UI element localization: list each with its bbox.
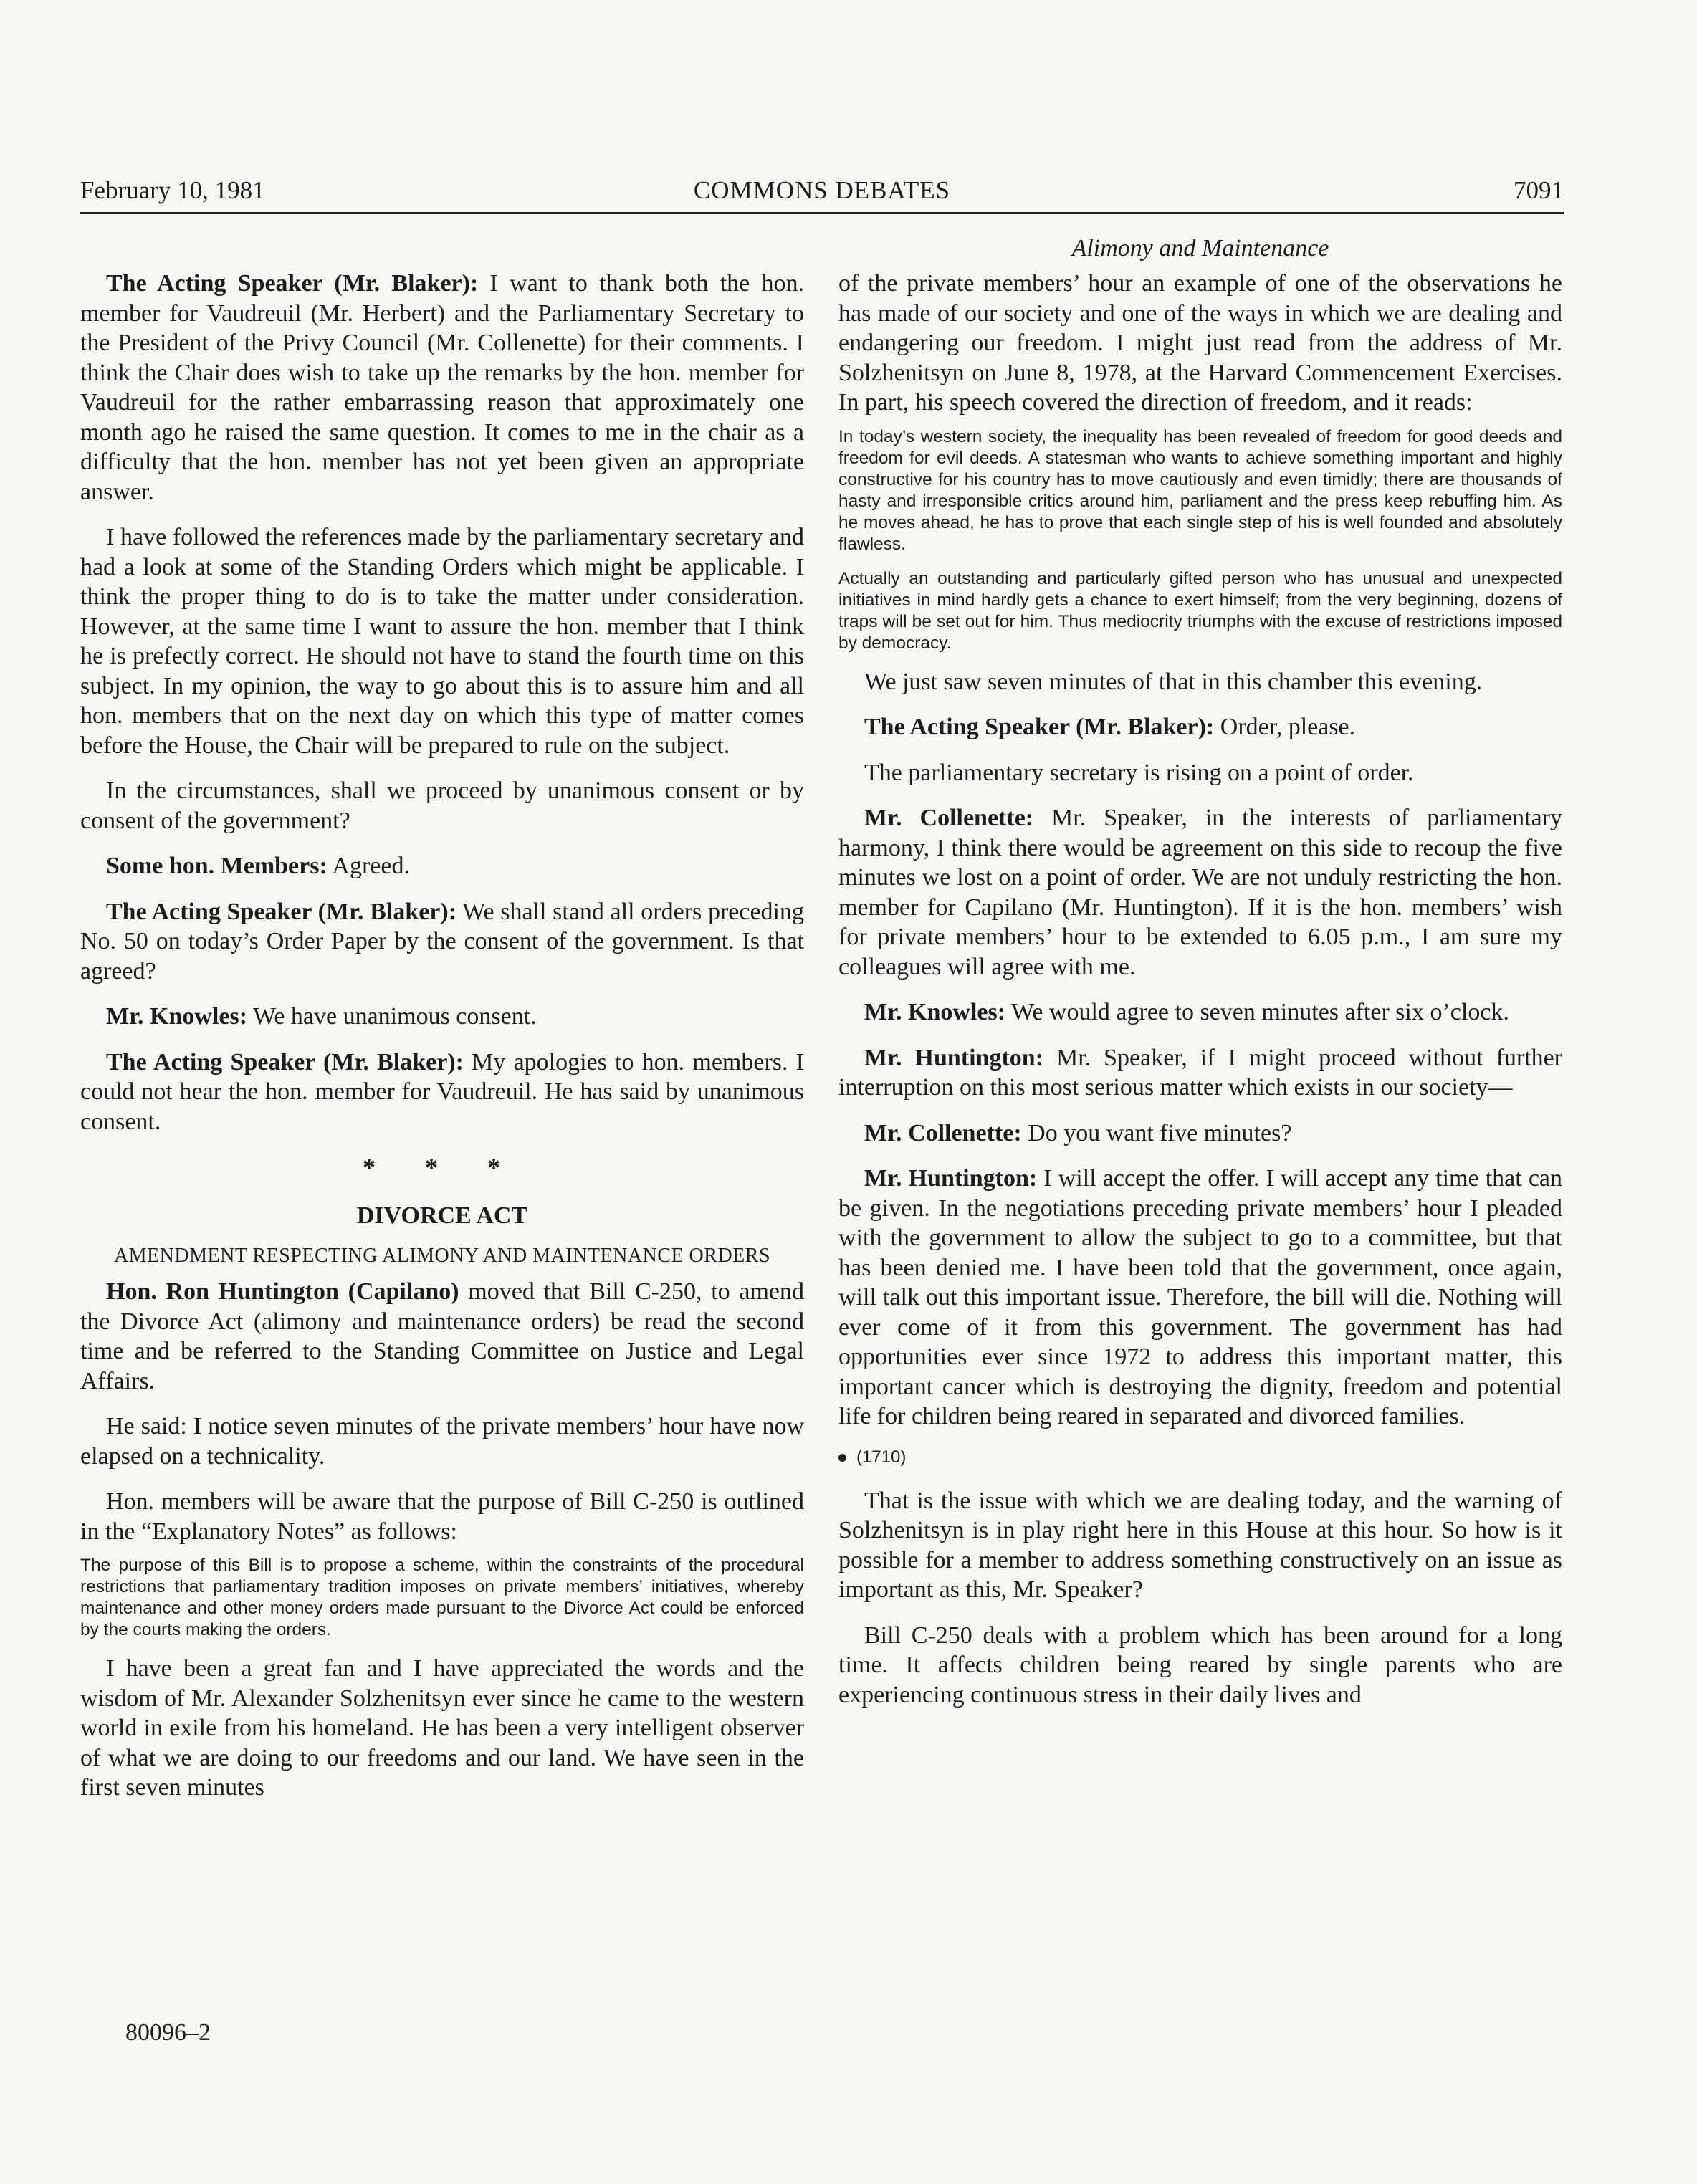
block-quote: The purpose of this Bill is to propose a scheme, within the constraints of the procedural restrictions that parliamentary tradition imposes on private members’ initiatives, whereby maintenance and other money orders made pursuant to the Divorce Act could be enforced by the courts making the orders. bbox=[80, 1556, 804, 1639]
speaker-name: Mr. Knowles: bbox=[106, 1003, 248, 1030]
paragraph: Mr. Knowles: We would agree to seven minutes after six o’clock. bbox=[864, 999, 1509, 1025]
header-page-number: 7091 bbox=[1514, 176, 1564, 204]
paragraph: Hon. Ron Huntington (Capilano) moved that Bill C-250, to amend the Divorce Act (alimony and maintenance orders) be read the second time and be referred to the Standing Committee on Justice and Legal Affairs. bbox=[80, 1278, 804, 1394]
speaker-name: The Acting Speaker (Mr. Blaker): bbox=[106, 898, 457, 925]
speaker-name: The Acting Speaker (Mr. Blaker): bbox=[106, 1048, 464, 1076]
paragraph: Hon. members will be aware that the purpose of Bill C-250 is outlined in the “Explanatory Notes” as follows: bbox=[80, 1488, 804, 1545]
paragraph: The Acting Speaker (Mr. Blaker): Order, please. bbox=[864, 714, 1356, 740]
paragraph: The Acting Speaker (Mr. Blaker): My apologies to hon. members. I could not hear the hon. member for Vaudreuil. He has said by unanimous consent. bbox=[80, 1048, 804, 1135]
speaker-name: The Acting Speaker (Mr. Blaker): bbox=[864, 714, 1215, 740]
block-quote: In today’s western society, the inequality has been revealed of freedom for good deeds and freedom for evil deeds. A statesman who wants to achieve something important and highly constructive for his country has to move cautiously and even timidly; there are thousands of hasty and irresponsible critics around him, parliament and the press keep rebuffing him. As he moves ahead, he has to prove that each single step of his is well founded and absolutely flawless. bbox=[838, 426, 1562, 554]
timestamp: (1710) bbox=[838, 1447, 1562, 1467]
left-column bbox=[80, 269, 804, 1819]
page-header bbox=[80, 176, 1564, 214]
bullet-dot-icon bbox=[838, 1454, 846, 1462]
speaker-name: The Acting Speaker (Mr. Blaker): bbox=[106, 270, 479, 297]
speaker-name: Mr. Collenette: bbox=[864, 805, 1034, 831]
paragraph: Mr. Collenette: Do you want five minutes? bbox=[864, 1119, 1292, 1146]
speaker-name: Mr. Huntington: bbox=[864, 1165, 1038, 1192]
paragraph: I have been a great fan and I have appreciated the words and the wisdom of Mr. Alexander Solzhenitsyn ever since he came to the western world in exile from his homeland. He has been a very intelligent observer of what we are doing to our freedoms and our land. We have seen in the first seven minutes bbox=[80, 1655, 804, 1801]
speaker-name: Mr. Knowles: bbox=[864, 999, 1006, 1025]
section-separator: * * * bbox=[363, 1153, 522, 1182]
speaker-name: Some hon. Members: bbox=[106, 853, 328, 879]
running-head: Alimony and Maintenance bbox=[1071, 235, 1329, 262]
paragraph: That is the issue with which we are dealing today, and the warning of Solzhenitsyn is in play right here in this House at this hour. So how is it possible for a member to address something constructively on an issue as important as this, Mr. Speaker? bbox=[838, 1487, 1562, 1603]
paragraph: Mr. Huntington: I will accept the offer. I will accept any time that can be given. In the negotiations preceding private members’ hour I pleaded with the government to allow the subject to go to a committee, but that has been denied me. I have been told that the government, once again, will talk out this important issue. Therefore, the bill will die. Nothing will ever come of it from this government. The government has had opportunities ever since 1972 to address this important matter, this important cancer which is destroying the dignity, freedom and potential life for children being reared in separated and divorced families. bbox=[838, 1165, 1562, 1429]
paragraph: In the circumstances, shall we proceed by unanimous consent or by consent of the government? bbox=[80, 777, 804, 834]
section-heading: DIVORCE ACT bbox=[356, 1202, 528, 1229]
paragraph: The parliamentary secretary is rising on a point of order. bbox=[864, 759, 1414, 786]
paragraph: We just saw seven minutes of that in this chamber this evening. bbox=[864, 668, 1483, 695]
paragraph: of the private members’ hour an example of one of the observations he has made of our society and one of the ways in which we are dealing and endangering our freedom. I might just read from the address of Mr. Solzhenitsyn on June 8, 1978, at the Harvard Commencement Exercises. In part, his speech covered the direction of freedom, and it reads: bbox=[838, 270, 1562, 416]
paragraph: Mr. Collenette: Mr. Speaker, in the interests of parliamentary harmony, I think there would be agreement on this side to recoup the five minutes we lost on a point of order. We are not unduly restricting the hon. member for Capilano (Mr. Huntington). If it is the hon. members’ wish for private members’ hour to be extended to 6.05 p.m., I am sure my colleagues will agree with me. bbox=[838, 805, 1562, 980]
paragraph: He said: I notice seven minutes of the private members’ hour have now elapsed on a technicality. bbox=[80, 1413, 804, 1470]
header-date: February 10, 1981 bbox=[80, 176, 265, 204]
page-footer-code: 80096–2 bbox=[125, 2019, 211, 2046]
speaker-name: Mr. Collenette: bbox=[864, 1119, 1022, 1146]
header-title: COMMONS DEBATES bbox=[693, 176, 951, 204]
paragraph: Some hon. Members: Agreed. bbox=[106, 853, 410, 879]
paragraph: The Acting Speaker (Mr. Blaker): I want to thank both the hon. member for Vaudreuil (Mr. Herbert) and the Parliamentary Secretary to the President of the Privy Council (Mr. Collenette) for their comments. I think the Chair does wish to take up the remarks by the hon. member for Vaudreuil for the rather embarrassing reason that approximately one month ago he raised the same question. It comes to me in the chair as a difficulty that the hon. member has not yet been given an appropriate answer. bbox=[80, 270, 804, 505]
speaker-name: Mr. Huntington: bbox=[864, 1044, 1044, 1071]
right-column bbox=[838, 269, 1562, 1725]
paragraph: Mr. Knowles: We have unanimous consent. bbox=[106, 1003, 537, 1030]
paragraph: Mr. Huntington: Mr. Speaker, if I might proceed without further interruption on this most serious matter which exists in our society— bbox=[838, 1044, 1562, 1101]
section-subheading: AMENDMENT RESPECTING ALIMONY AND MAINTENANCE ORDERS bbox=[113, 1245, 771, 1267]
paragraph: The Acting Speaker (Mr. Blaker): We shall stand all orders preceding No. 50 on today’s Order Paper by the consent of the government. Is that agreed? bbox=[80, 898, 804, 985]
paragraph: I have followed the references made by the parliamentary secretary and had a look at some of the Standing Orders which might be applicable. I think the proper thing to do is to take the matter under consideration. However, at the same time I want to assure the hon. member that I think he is prefectly correct. He should not have to stand the fourth time on this subject. In my opinion, the way to go about this is to assure him and all hon. members that on the next day on which this type of matter comes before the House, the Chair will be prepared to rule on the subject. bbox=[80, 524, 804, 759]
paragraph: Bill C-250 deals with a problem which has been around for a long time. It affects children being reared by single parents who are experiencing continuous stress in their daily lives and bbox=[838, 1622, 1562, 1708]
speaker-name: Hon. Ron Huntington (Capilano) bbox=[106, 1278, 459, 1305]
block-quote: Actually an outstanding and particularly gifted person who has unusual and unexpected initiatives in mind hardly gets a chance to exert himself; from the very beginning, dozens of traps will be set out for him. Thus mediocrity triumphs with the excuse of restrictions imposed by democracy. bbox=[838, 568, 1562, 653]
